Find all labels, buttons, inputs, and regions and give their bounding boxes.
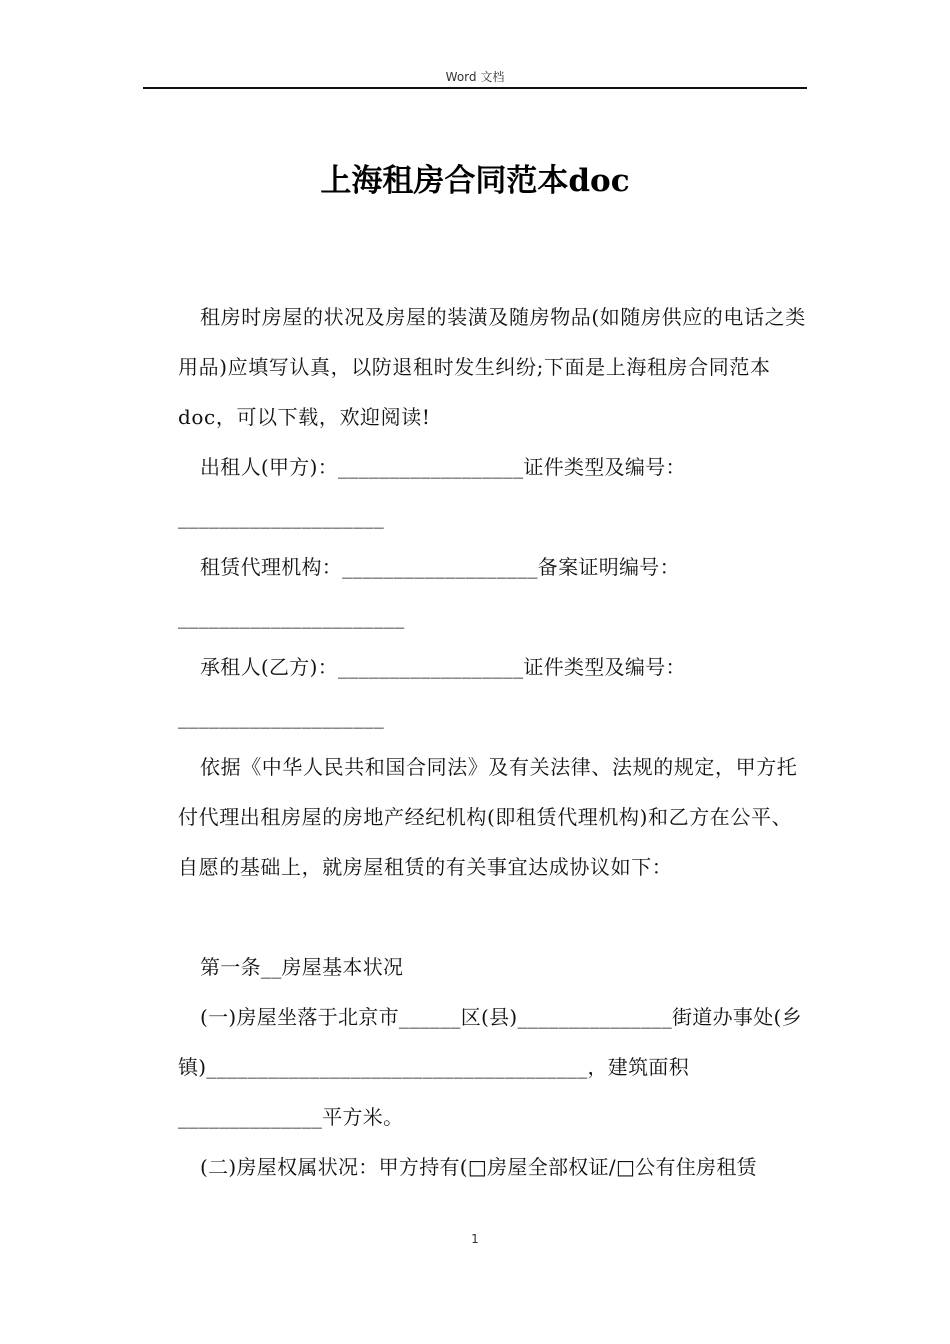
paragraph-item-2: (二)房屋权属状况：甲方持有(□房屋全部权证/□公有住房租赁 [200, 1155, 757, 1179]
paragraph-item-1: (一)房屋坐落于北京市______区(县)_______________街道办事处(乡镇)_____________________________________，建筑面积______________平方米。 [178, 1005, 802, 1129]
header-label: Word 文档 [445, 70, 505, 84]
page-number: 1 [471, 1232, 479, 1246]
header-divider [143, 87, 807, 89]
blank-line [178, 892, 806, 942]
paragraph-lessor: 出租人(甲方)：__________________证件类型及编号：____________________ [178, 455, 686, 529]
paragraph-basis: 依据《中华人民共和国合同法》及有关法律、法规的规定，甲方托付代理出租房屋的房地产经纪机构(即租赁代理机构)和乙方在公平、自愿的基础上，就房屋租赁的有关事宜达成协议如下： [178, 755, 798, 879]
document-body [178, 292, 806, 1192]
paragraph-lessee: 承租人(乙方)：__________________证件类型及编号：____________________ [178, 655, 686, 729]
paragraph-agency: 租赁代理机构：___________________备案证明编号：______________________ [178, 555, 680, 629]
document-title: 上海租房合同范本doc [320, 163, 630, 199]
paragraph-intro: 租房时房屋的状况及房屋的装潢及随房物品(如随房供应的电话之类用品)应填写认真，以防退租时发生纠纷;下面是上海租房合同范本doc，可以下载，欢迎阅读! [178, 305, 806, 429]
article-1-heading: 第一条__房屋基本状况 [200, 955, 404, 979]
